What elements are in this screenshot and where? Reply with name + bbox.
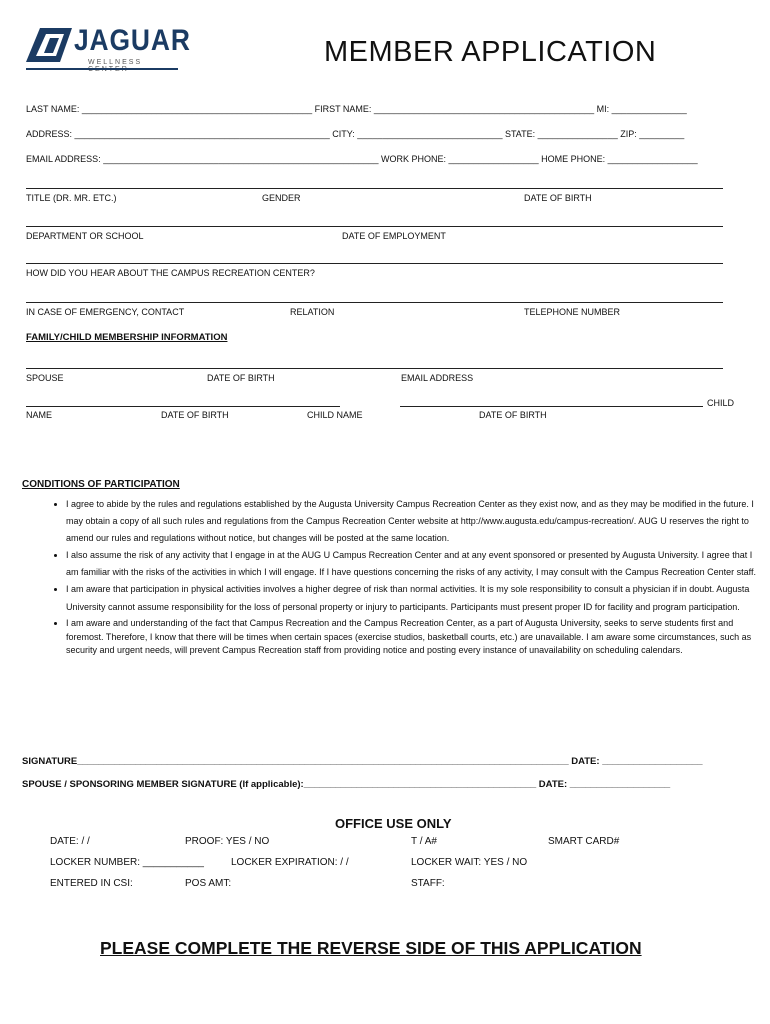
office-date: DATE: / /	[50, 836, 90, 847]
condition-item: • I am aware and understanding of the fact that Campus Recreation and the Campus Recreation Center, as a part of Augusta University, seeks to serve students first and foremost. Therefore, I know that there will be times when certain spaces (exercise studios, basketball courts, etc.) are unavailable. I am aware some circumstances, such as security and urgent needs, will prevent Campus Recreation staff from providing notice and posting every instance of unavailability on scheduling calendars.	[66, 617, 766, 658]
office-locker-expiration: LOCKER EXPIRATION: / /	[231, 857, 349, 868]
name-row[interactable]: LAST NAME: ______________________________________________ FIRST NAME: ____________________________________________ MI: _______________	[26, 104, 687, 114]
office-ta: T / A#	[411, 836, 437, 847]
label-spouse-email: EMAIL ADDRESS	[401, 373, 474, 383]
label-date-employment: DATE OF EMPLOYMENT	[342, 231, 446, 241]
office-proof: PROOF: YES / NO	[185, 836, 270, 847]
spouse-signature-line[interactable]: SPOUSE / SPONSORING MEMBER SIGNATURE (If applicable):____________________________________________ DATE: ___________________	[22, 779, 671, 790]
office-locker-number: LOCKER NUMBER: ___________	[50, 857, 204, 868]
child1-line[interactable]	[26, 406, 340, 407]
footer-note: PLEASE COMPLETE THE REVERSE SIDE OF THIS APPLICATION	[100, 938, 642, 958]
office-smart-card: SMART CARD#	[548, 836, 620, 847]
spouse-line[interactable]	[26, 368, 723, 369]
jaguar-logo	[26, 24, 191, 72]
dept-line[interactable]	[26, 226, 723, 227]
family-section-title: FAMILY/CHILD MEMBERSHIP INFORMATION	[26, 332, 228, 343]
condition-item: • I am aware that participation in physical activities involves a higher degree of risk than normal activities. It is my sole responsibility to consult a physician if in doubt. Augusta University cannot assume responsibility for the loss of personal property or injury to participants. Participants must present proper ID for facility and program participation.	[66, 581, 766, 616]
label-child-suffix: CHILD	[707, 398, 735, 408]
label-dept: DEPARTMENT OR SCHOOL	[26, 231, 144, 241]
office-use-title: OFFICE USE ONLY	[335, 816, 452, 831]
logo-underline	[26, 68, 178, 70]
jaguar-emblem-icon	[26, 28, 72, 62]
label-child-name: CHILD NAME	[307, 410, 363, 420]
label-name: NAME	[26, 410, 53, 420]
conditions-list	[22, 496, 766, 658]
address-row[interactable]: ADDRESS: ___________________________________________________ CITY: _____________________________ STATE: ________________ ZIP: _________	[26, 129, 685, 139]
label-name-dob: DATE OF BIRTH	[161, 410, 229, 420]
logo-subtitle: WELLNESS	[88, 59, 143, 66]
page-title: MEMBER APPLICATION	[324, 36, 657, 68]
label-telephone: TELEPHONE NUMBER	[524, 307, 621, 317]
label-relation: RELATION	[290, 307, 335, 317]
label-title: TITLE (DR. MR. ETC.)	[26, 193, 117, 203]
title-gender-dob-line[interactable]	[26, 188, 723, 189]
label-dob: DATE OF BIRTH	[524, 193, 592, 203]
hear-line[interactable]	[26, 263, 723, 264]
signature-line[interactable]: SIGNATURE_____________________________________________________________________________________________ DATE: ___________________	[22, 756, 703, 767]
office-entered-csi: ENTERED IN CSI:	[50, 878, 133, 889]
email-row[interactable]: EMAIL ADDRESS: _______________________________________________________ WORK PHONE: __________________ HOME PHONE: __________________	[26, 154, 698, 164]
emergency-line[interactable]	[26, 302, 723, 303]
conditions-title: CONDITIONS OF PARTICIPATION	[22, 479, 180, 490]
condition-item: • I agree to abide by the rules and regulations established by the Augusta University Campus Recreation Center as they exist now, and as they may be modified in the future. I may obtain a copy of all such rules and regulations from the Campus Recreation Center website at http://www.augusta.edu/campus-recreation/. AUG U reserves the right to amend our rules and regulations without notice, but changes will be posted at the same location.	[66, 496, 766, 547]
label-child-dob: DATE OF BIRTH	[479, 410, 547, 420]
office-pos-amt: POS AMT:	[185, 878, 232, 889]
condition-item: • I also assume the risk of any activity that I engage in at the AUG U Campus Recreation Center and at any event sponsored or presented by Augusta University. I agree that I am familiar with the risks of the activities in which I will engage. If I have questions concerning the risks of any activity, I may consult with the Campus Recreation Center staff.	[66, 547, 766, 581]
child2-line[interactable]	[400, 406, 703, 407]
office-locker-wait: LOCKER WAIT: YES / NO	[411, 857, 528, 868]
label-emergency: IN CASE OF EMERGENCY, CONTACT	[26, 307, 185, 317]
office-staff: STAFF:	[411, 878, 445, 889]
label-spouse: SPOUSE	[26, 373, 64, 383]
label-spouse-dob: DATE OF BIRTH	[207, 373, 275, 383]
logo-wordmark: JAGUAR	[74, 24, 191, 57]
label-gender: GENDER	[262, 193, 301, 203]
label-hear: HOW DID YOU HEAR ABOUT THE CAMPUS RECREATION CENTER?	[26, 268, 315, 278]
